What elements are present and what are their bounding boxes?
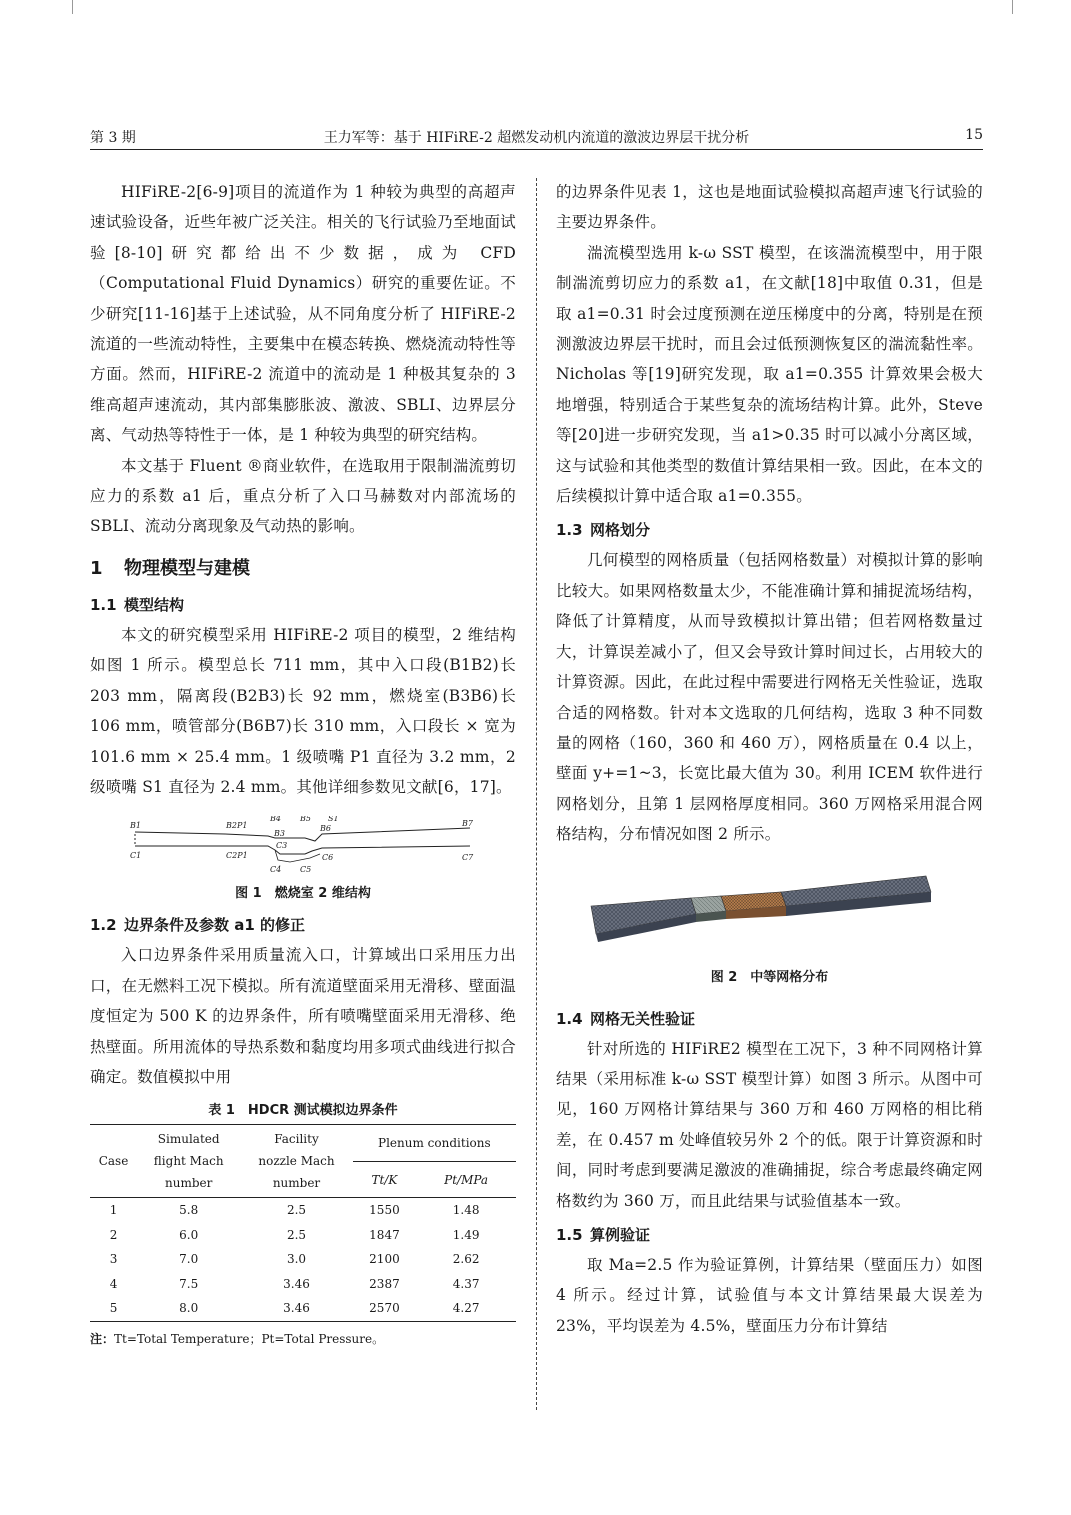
crop-mark-right	[1012, 0, 1013, 14]
label-B7: B7	[462, 819, 473, 829]
table-cell: 2100	[369, 1252, 400, 1267]
paragraph: 湍流模型选用 k-ω SST 模型，在该湍流模型中，用于限制湍流剪切应力的系数 a1，在文献[18]中取值 0.31，但是取 a1=0.31 时会过度预测在逆压梯度中的分离，特别是在预测激波边界层干扰时，而且会过低预测恢复区的湍流黏性率。Nicholas 等[19]研究发现，取 a1=0.355 计算效果会极大地增强，特别适合于某些复杂的流场结构计算。此外，Steve 等[20]进一步研究发现，当 a1>0.35 时可以减小分离区域，这与试验和其他类型的数值计算结果相一致。因此，在本文的后续模拟计算中适合取 a1=0.355。	[556, 243, 983, 506]
figure-2	[556, 856, 983, 966]
table-cell: 8.0	[179, 1301, 199, 1316]
subsection-heading	[556, 1004, 983, 1034]
table-body	[90, 1198, 516, 1322]
paragraph: HIFiRE-2[6-9]项目的流道作为 1 种较为典型的高超声速试验设备，近些年被广泛关注。相关的飞行试验乃至地面试验[8-10]研究都给出不少数据，成为 CFD（Computational Fluid Dynamics）研究的重要佐证。不少研究[11-16]基于上述试验，从不同角度分析了 HIFiRE-2 流道的一些流动特性，主要集中在模态转换、燃烧流动特性等方面。然而，HIFiRE-2 流道中的流动是 1 种极其复杂的 3 维高超声速流动，其内部集膨胀波、激波、SBLI、边界层分离、气动热等特性于一体，是 1 种较为典型的研究结构。	[90, 183, 516, 445]
table-cell: 3.46	[283, 1301, 310, 1316]
table-cell: 4.37	[452, 1276, 480, 1291]
table-cell: 2.5	[286, 1203, 307, 1218]
table-note	[90, 1330, 516, 1347]
header-line: Simulated	[157, 1132, 220, 1147]
col-header-plenum: Plenum conditions	[353, 1125, 516, 1162]
subsection-number: 1.3	[556, 521, 583, 540]
table-cell: 2.62	[452, 1252, 480, 1267]
section-title: 物理模型与建模	[124, 557, 250, 579]
paragraph: 本文的研究模型采用 HIFiRE-2 项目的模型，2 维结构如图 1 所示。模型总长 711 mm，其中入口段(B1B2)长 203 mm，隔离段(B2B3)长 92 mm，燃烧室(B3B6)长 106 mm，喷管部分(B6B7)长 310 mm，入口段长 × 宽为 101.6 mm × 25.4 mm。1 级喷嘴 P1 直径为 3.2 mm，2 级喷嘴 S1 直径为 2.4 mm。其他详细参数见文献[6，17]。	[90, 625, 516, 796]
subsection-title: 边界条件及参数 a1 的修正	[124, 916, 306, 935]
combustor-2d-diagram	[90, 816, 516, 882]
table-1-caption: 表 1 HDCR 测试模拟边界条件	[208, 1103, 398, 1119]
header-line: number	[272, 1176, 321, 1191]
table-cell: 1847	[369, 1227, 400, 1242]
mesh-distribution-image	[556, 856, 983, 966]
label-C6: C6	[322, 853, 334, 863]
table-cell: 7.0	[179, 1252, 199, 1267]
section-number: 1	[90, 557, 103, 579]
label-B1: B1	[130, 821, 141, 831]
section-heading	[90, 554, 516, 584]
label-B4: B4	[270, 816, 281, 824]
table-cell: 3.46	[283, 1276, 310, 1291]
col-header-nozzle-mach	[240, 1125, 352, 1198]
subsection-heading	[90, 910, 516, 940]
subsection-number: 1.5	[556, 1225, 583, 1244]
subsection-title: 算例验证	[590, 1225, 651, 1244]
lower-wall	[135, 846, 470, 854]
upper-wall	[135, 828, 470, 841]
table-cell: 1550	[369, 1203, 400, 1218]
table-cell: 3	[109, 1252, 118, 1267]
table-cell: 1.48	[452, 1203, 480, 1218]
subsection-number: 1.4	[556, 1009, 583, 1028]
subsection-title: 模型结构	[124, 595, 185, 614]
header-line: flight Mach	[153, 1154, 224, 1169]
label-C5: C5	[300, 865, 312, 875]
figure-1	[90, 816, 516, 882]
table-cell: 6.0	[179, 1227, 199, 1242]
page-number: 15	[965, 127, 983, 143]
label-B3: B3	[274, 829, 285, 839]
table-cell: 5	[109, 1301, 118, 1316]
table-cell: 4	[109, 1276, 118, 1291]
table-cell: 4.27	[452, 1301, 480, 1316]
boundary-conditions-table	[90, 1124, 516, 1322]
table-row	[90, 1198, 516, 1223]
subsection-title: 网格无关性验证	[590, 1009, 696, 1028]
table-cell: 3.0	[286, 1252, 307, 1267]
table-cell: 7.5	[179, 1276, 199, 1291]
cavity-contour	[275, 850, 320, 862]
running-title: 王力军等：基于 HIFiRE-2 超燃发动机内流道的激波边界层干扰分析	[323, 130, 750, 146]
subsection-title: 网格划分	[590, 521, 651, 540]
label-B6: B6	[320, 824, 331, 834]
table-row	[90, 1272, 516, 1297]
subsection-heading	[556, 1220, 983, 1250]
table-cell: 1	[109, 1203, 118, 1218]
label-B5: B5	[300, 816, 311, 824]
col-header-tt: Tt/K	[353, 1161, 417, 1198]
label-C4: C4	[270, 865, 282, 875]
subsection-number: 1.2	[90, 916, 117, 935]
table-cell: 2570	[369, 1301, 400, 1316]
table-row	[90, 1247, 516, 1272]
paragraph: 取 Ma=2.5 作为验证算例，计算结果（壁面压力）如图 4 所示。经过计算，试验值与本文计算结果最大误差为 23%，平均误差为 4.5%，壁面压力分布计算结	[556, 1255, 983, 1335]
paragraph: 的边界条件见表 1，这也是地面试验模拟高超声速飞行试验的主要边界条件。	[556, 183, 983, 232]
subsection-heading	[90, 590, 516, 620]
paragraph: 针对所选的 HIFiRE2 模型在工况下，3 种不同网格计算结果（采用标准 k-ω SST 模型计算）如图 3 所示。从图中可见，160 万网格计算结果与 360 万和 460 万网格的相比稍差，在 0.457 m 处峰值较另外 2 个的低。限于计算资源和时间，同时考虑到要满足激波的准确捕捉，综合考虑最终确定网格数约为 360 万，而且此结果与试验值基本一致。	[556, 1039, 983, 1210]
label-C2P1: C2P1	[226, 851, 248, 861]
figure-2-caption: 图 2 中等网格分布	[710, 969, 829, 985]
column-divider	[536, 178, 537, 1410]
label-B2P1: B2P1	[226, 821, 248, 831]
label-S1: S1	[328, 816, 339, 824]
figure-1-caption: 图 1 燃烧室 2 维结构	[235, 886, 371, 902]
subsection-number: 1.1	[90, 595, 117, 614]
right-column	[556, 177, 983, 1341]
paragraph: 几何模型的网格质量（包括网格数量）对模拟计算的影响比较大。如果网格数量太少，不能准确计算和捕捉流场结构，降低了计算精度，从而导致模拟计算出错；但若网格数量过大，计算误差减小了，但又会导致计算时间过长，占用较大的计算资源。因此，在此过程中需要进行网格无关性验证，选取合适的网格数。针对本文选取的几何结构，选取 3 种不同数量的网格（160，360 和 460 万），网格质量在 0.4 以上，壁面 y+=1~3，长宽比最大值为 30。利用 ICEM 软件进行网格划分，且第 1 层网格厚度相同。360 万网格采用混合网格结构，分布情况如图 2 所示。	[556, 551, 983, 844]
note-text: Tt=Total Temperature；Pt=Total Pressure。	[114, 1331, 385, 1346]
crop-mark-left	[72, 0, 73, 14]
header-line: nozzle Mach	[258, 1154, 335, 1169]
label-C3: C3	[276, 841, 288, 851]
running-header	[90, 123, 983, 150]
table-row	[90, 1296, 516, 1321]
col-header-pt: Pt/MPa	[416, 1161, 516, 1198]
paragraph: 入口边界条件采用质量流入口，计算域出口采用压力出口，在无燃料工况下模拟。所有流道壁面采用无滑移、壁面温度恒定为 500 K 的边界条件，所有喷嘴壁面采用无滑移、绝热壁面。所用流体的导热系数和黏度均用多项式曲线进行拟合确定。数值模拟中用	[90, 946, 516, 1086]
table-cell: 2387	[369, 1276, 400, 1291]
col-header-case: Case	[90, 1125, 137, 1198]
left-column	[90, 177, 516, 1347]
table-cell: 5.8	[179, 1203, 199, 1218]
note-label: 注：	[90, 1331, 115, 1346]
table-row	[90, 1223, 516, 1248]
header-line: Facility	[274, 1132, 319, 1147]
issue-number: 第 3 期	[90, 130, 136, 146]
table-cell: 2	[109, 1227, 118, 1242]
table-cell: 2.5	[286, 1227, 307, 1242]
table-cell: 1.49	[452, 1227, 480, 1242]
col-header-flight-mach	[137, 1125, 240, 1198]
subsection-heading	[556, 515, 983, 545]
header-line: number	[165, 1176, 213, 1191]
label-C7: C7	[462, 853, 474, 863]
mesh-isolator	[691, 896, 726, 914]
label-C1: C1	[130, 851, 142, 861]
paragraph: 本文基于 Fluent ®商业软件，在选取用于限制湍流剪切应力的系数 a1 后，重点分析了入口马赫数对内部流场的 SBLI、流动分离现象及气动热的影响。	[90, 456, 516, 536]
